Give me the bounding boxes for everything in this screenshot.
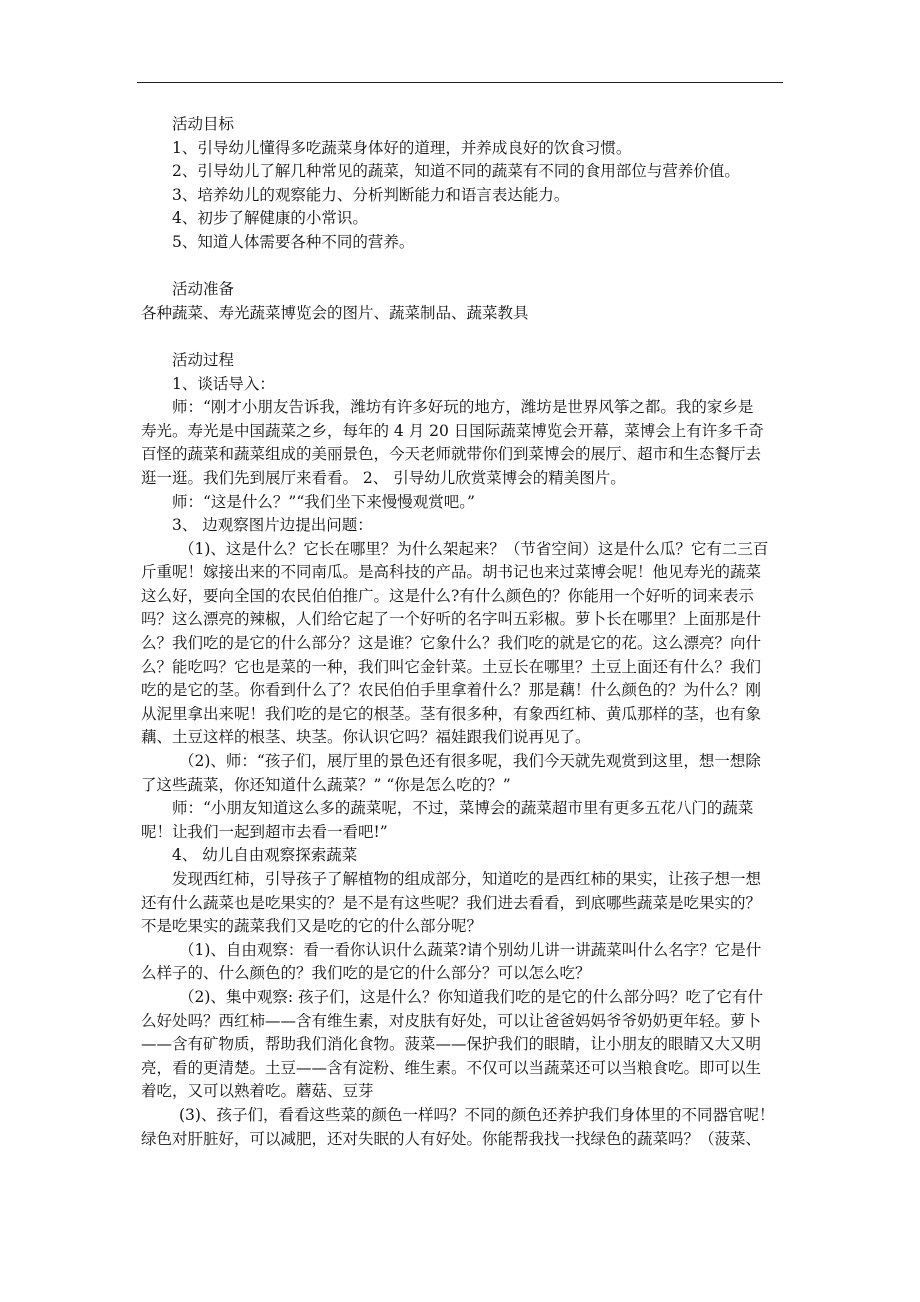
process-heading: 活动过程	[172, 350, 235, 369]
paragraph-line: 从泥里拿出来呢！我们吃的是它的根茎。茎有很多种，有象西红柿、黄瓜那样的茎，也有象	[141, 704, 762, 723]
step-3-heading: 3、 边观察图片边提出问题：	[172, 516, 373, 535]
paragraph-line: 百怪的蔬菜和蔬菜组成的美丽景色，今天老师就带你们到菜博会的展厅、超市和生态餐厅去	[141, 445, 762, 464]
paragraph-line: 还有什么蔬菜也是吃果实的？是不是有这些呢？我们进去看看，到底哪些蔬菜是吃果实的？	[141, 893, 762, 912]
paragraph-line: 寿光。寿光是中国蔬菜之乡，每年的 4 月 20 日国际蔬菜博览会开幕，菜博会上有许多千奇	[141, 421, 764, 440]
paragraph-line: 吃的是它的茎。你看到什么了？农民伯伯手里拿着什么？那是藕！什么颜色的？为什么？刚	[141, 681, 762, 700]
goal-item: 5、知道人体需要各种不同的营养。	[172, 232, 415, 251]
paragraph-line: 这么好，要向全国的农民伯伯推广。这是什么?有什么颜色的？你能用一个好听的词来表示	[141, 586, 754, 605]
paragraph-line: (3)、孩子们，看看这些菜的颜色一样吗？不同的颜色还养护我们身体里的不同器官呢！	[179, 1105, 775, 1124]
paragraph-line: 亮，看的更清楚。土豆——含有淀粉、维生素。不仅可以当蔬菜还可以当粮食吃。即可以生	[141, 1058, 762, 1077]
paragraph-line: ——含有矿物质，帮助我们消化食物。菠菜——保护我们的眼睛，让小朋友的眼睛又大又明	[141, 1035, 762, 1054]
paragraph-line: 师：“刚才小朋友告诉我，潍坊有许多好玩的地方，潍坊是世界风筝之都。我的家乡是	[172, 398, 754, 417]
paragraph-line: （1)、自由观察：看一看你认识什么蔬菜?请个别幼儿讲一讲蔬菜叫什么名字？它是什	[179, 940, 762, 959]
step-4-heading: 4、 幼儿自由观察探索蔬菜	[172, 846, 358, 865]
goal-item: 2、引导幼儿了解几种常见的蔬菜，知道不同的蔬菜有不同的食用部位与营养价值。	[172, 162, 740, 181]
paragraph-line: 么好处吗？西红柿——含有维生素，对皮肤有好处，可以让爸爸妈妈爷爷奶奶更年轻。萝卜	[141, 1011, 762, 1030]
paragraph-line: 着吃，又可以熟着吃。蘑菇、豆芽	[141, 1082, 374, 1101]
header-rule	[137, 82, 783, 83]
paragraph-line: 师：“这是什么？”“我们坐下来慢慢观赏吧。”	[172, 492, 475, 511]
paragraph-line: （1)、这是什么？它长在哪里？为什么架起来？（节省空间）这是什么瓜？它有二三百	[179, 539, 769, 558]
paragraph-line: 师：“小朋友知道这么多的蔬菜呢，不过，菜博会的蔬菜超市里有更多五花八门的蔬菜	[172, 799, 754, 818]
goals-heading: 活动目标	[172, 115, 235, 133]
paragraph-line: （2)、师：“孩子们，展厅里的景色还有很多呢，我们今天就先观赏到这里，想一想除	[179, 752, 761, 771]
goal-item: 1、引导幼儿懂得多吃蔬菜身体好的道理，并养成良好的饮食习惯。	[172, 138, 632, 157]
paragraph-line: 逛一逛。我们先到展厅来看看。 2、 引导幼儿欣赏菜博会的精美图片。	[141, 468, 626, 487]
goal-item: 4、初步了解健康的小常识。	[172, 209, 368, 228]
paragraph-line: 不是吃果实的蔬菜我们又是吃的它的什么部分呢？	[141, 917, 483, 936]
paragraph-line: 呢！让我们一起到超市去看一看吧!”	[141, 822, 388, 841]
prep-text: 各种蔬菜、寿光蔬菜博览会的图片、蔬菜制品、蔬菜教具	[141, 303, 529, 322]
paragraph-line: 么？能吃吗？它也是菜的一种，我们叫它金针菜。土豆长在哪里？土豆上面还有什么？我们	[141, 657, 762, 676]
paragraph-line: 斤重呢！嫁接出来的不同南瓜。是高科技的产品。胡书记也来过菜博会呢！他见寿光的蔬菜	[141, 563, 762, 582]
paragraph-line: （2)、集中观察: 孩子们，这是什么？你知道我们吃的是它的什么部分吗？吃了它有什	[179, 987, 764, 1006]
document-body	[141, 113, 793, 1151]
paragraph-line: 吗？这么漂亮的辣椒，人们给它起了一个好听的名字叫五彩椒。萝卜长在哪里？上面那是什	[141, 610, 762, 629]
step-1-heading: 1、谈话导入：	[172, 374, 275, 393]
paragraph-line: 了这些蔬菜，你还知道什么蔬菜？” “你是怎么吃的？”	[141, 775, 511, 794]
paragraph-line: 绿色对肝脏好，可以减肥，还对失眠的人有好处。你能帮我找一找绿色的蔬菜吗？（菠菜、	[141, 1129, 762, 1148]
paragraph-line: 藕、土豆这样的根茎、块茎。你认识它吗？福娃跟我们说再见了。	[141, 728, 591, 747]
paragraph-line: 发现西红柿，引导孩子了解植物的组成部分，知道吃的是西红柿的果实，让孩子想一想	[172, 870, 762, 888]
paragraph-line: 么？我们吃的是它的什么部分？这是谁？它象什么？我们吃的就是它的花。这么漂亮？向什	[141, 634, 762, 653]
paragraph-line: 么样子的、什么颜色的？我们吃的是它的什么部分？可以怎么吃？	[141, 964, 591, 983]
prep-heading: 活动准备	[172, 280, 235, 299]
goal-item: 3、培养幼儿的观察能力、分析判断能力和语言表达能力。	[172, 185, 570, 204]
